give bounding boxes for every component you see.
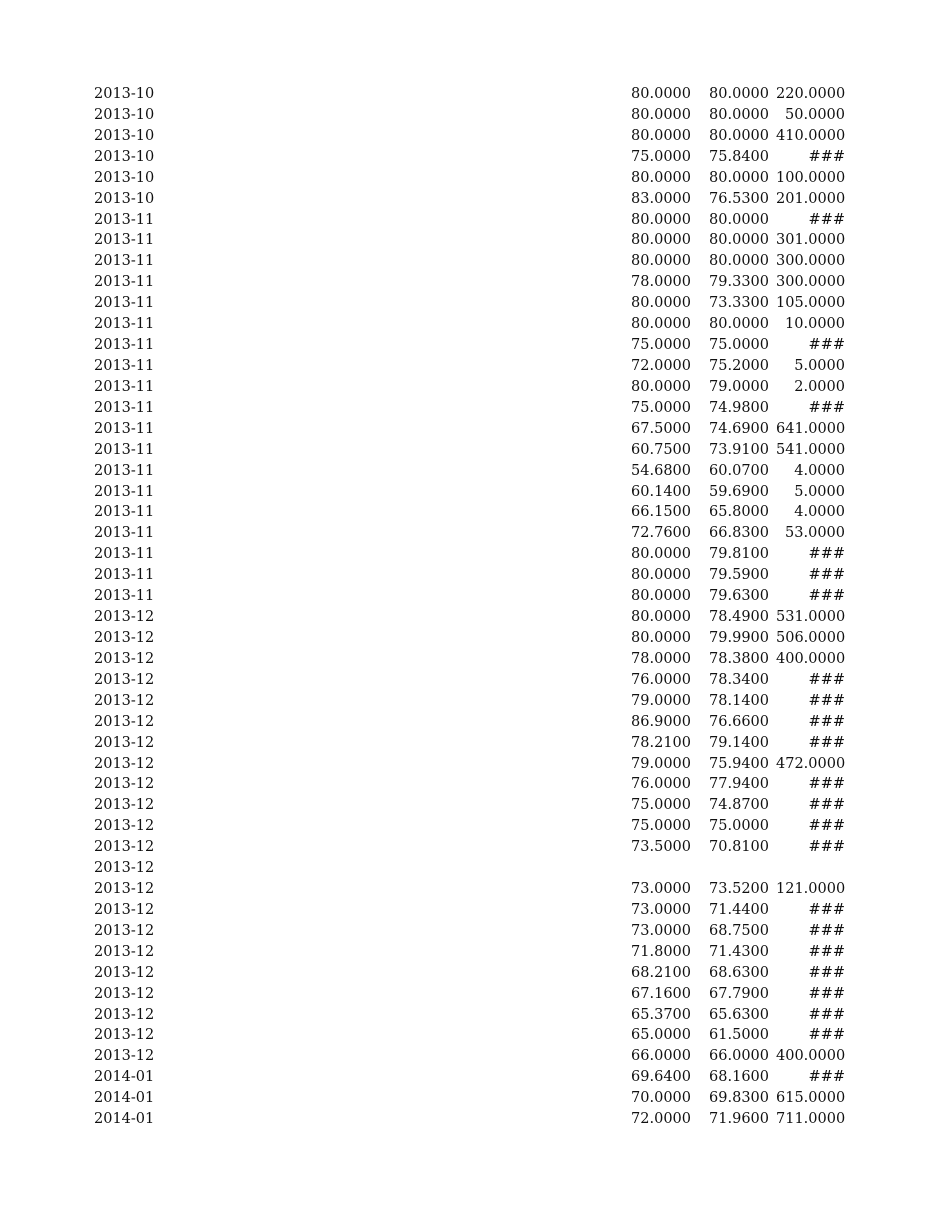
value-c-cell: 300.0000 xyxy=(776,274,846,291)
value-a-cell: 80.0000 xyxy=(631,169,691,186)
value-b-cell: 75.9400 xyxy=(709,755,769,772)
value-c-cell: ### xyxy=(808,211,845,228)
date-cell: 2013-11 xyxy=(94,441,155,458)
value-a-cell: 70.0000 xyxy=(631,1090,691,1107)
table-row xyxy=(0,251,950,272)
value-b-cell: 75.0000 xyxy=(709,818,769,835)
value-a-cell: 54.6800 xyxy=(631,462,691,479)
value-a-cell: 72.7600 xyxy=(631,525,691,542)
value-a-cell: 80.0000 xyxy=(631,295,691,312)
value-b-cell: 71.4300 xyxy=(709,943,769,960)
table-row xyxy=(0,670,950,691)
value-b-cell: 78.1400 xyxy=(709,692,769,709)
table-row xyxy=(0,189,950,210)
value-a-cell: 75.0000 xyxy=(631,818,691,835)
value-c-cell: 615.0000 xyxy=(776,1090,846,1107)
value-a-cell: 80.0000 xyxy=(631,546,691,563)
value-c-cell: ### xyxy=(808,692,845,709)
date-cell: 2013-12 xyxy=(94,755,155,772)
date-cell: 2013-11 xyxy=(94,211,155,228)
date-cell: 2014-01 xyxy=(94,1111,155,1128)
table-row xyxy=(0,712,950,733)
value-b-cell: 73.3300 xyxy=(709,295,769,312)
date-cell: 2013-12 xyxy=(94,776,155,793)
value-a-cell: 80.0000 xyxy=(631,86,691,102)
date-cell: 2013-12 xyxy=(94,797,155,814)
date-cell: 2013-12 xyxy=(94,629,155,646)
table-row xyxy=(0,230,950,251)
value-b-cell: 68.6300 xyxy=(709,964,769,981)
value-a-cell: 60.1400 xyxy=(631,483,691,500)
table-row xyxy=(0,523,950,544)
value-c-cell: 4.0000 xyxy=(794,504,845,521)
value-b-cell: 78.3800 xyxy=(709,650,769,667)
value-b-cell: 74.6900 xyxy=(709,420,769,437)
value-a-cell: 72.0000 xyxy=(631,1111,691,1128)
value-c-cell: ### xyxy=(808,818,845,835)
value-b-cell: 74.9800 xyxy=(709,399,769,416)
table-row xyxy=(0,482,950,503)
value-b-cell: 74.8700 xyxy=(709,797,769,814)
value-a-cell: 80.0000 xyxy=(631,232,691,249)
value-a-cell: 75.0000 xyxy=(631,337,691,354)
value-a-cell: 80.0000 xyxy=(631,127,691,144)
value-c-cell: ### xyxy=(808,1069,845,1086)
table-row xyxy=(0,921,950,942)
date-cell: 2013-11 xyxy=(94,504,155,521)
value-b-cell: 68.1600 xyxy=(709,1069,769,1086)
date-cell: 2014-01 xyxy=(94,1069,155,1086)
data-sheet xyxy=(0,84,950,1130)
value-a-cell: 73.0000 xyxy=(631,901,691,918)
value-c-cell: ### xyxy=(808,1027,845,1044)
value-c-cell: ### xyxy=(808,1006,845,1023)
value-c-cell: ### xyxy=(808,148,845,165)
value-c-cell: ### xyxy=(808,588,845,605)
date-cell: 2013-11 xyxy=(94,295,155,312)
table-row xyxy=(0,984,950,1005)
date-cell: 2013-11 xyxy=(94,399,155,416)
date-cell: 2013-12 xyxy=(94,818,155,835)
value-c-cell: 641.0000 xyxy=(776,420,846,437)
value-a-cell: 78.0000 xyxy=(631,274,691,291)
date-cell: 2013-10 xyxy=(94,106,155,123)
table-row xyxy=(0,84,950,105)
value-c-cell: ### xyxy=(808,901,845,918)
value-b-cell: 75.0000 xyxy=(709,337,769,354)
table-row xyxy=(0,879,950,900)
value-b-cell: 80.0000 xyxy=(709,211,769,228)
value-b-cell: 61.5000 xyxy=(709,1027,769,1044)
value-b-cell: 59.6900 xyxy=(709,483,769,500)
table-row xyxy=(0,210,950,231)
date-cell: 2013-11 xyxy=(94,420,155,437)
value-b-cell: 80.0000 xyxy=(709,253,769,270)
date-cell: 2013-12 xyxy=(94,734,155,751)
table-row xyxy=(0,754,950,775)
value-a-cell: 71.8000 xyxy=(631,943,691,960)
value-a-cell: 80.0000 xyxy=(631,253,691,270)
value-a-cell: 68.2100 xyxy=(631,964,691,981)
table-row xyxy=(0,461,950,482)
value-b-cell: 80.0000 xyxy=(709,86,769,102)
table-row xyxy=(0,440,950,461)
date-cell: 2013-12 xyxy=(94,1027,155,1044)
value-a-cell: 80.0000 xyxy=(631,106,691,123)
date-cell: 2013-12 xyxy=(94,985,155,1002)
date-cell: 2013-11 xyxy=(94,483,155,500)
value-c-cell: 105.0000 xyxy=(776,295,846,312)
date-cell: 2013-10 xyxy=(94,86,155,102)
table-row xyxy=(0,900,950,921)
value-b-cell: 73.9100 xyxy=(709,441,769,458)
date-cell: 2013-12 xyxy=(94,713,155,730)
date-cell: 2013-12 xyxy=(94,650,155,667)
table-row xyxy=(0,628,950,649)
value-c-cell: 10.0000 xyxy=(785,316,845,333)
value-a-cell: 80.0000 xyxy=(631,211,691,228)
value-b-cell: 76.6600 xyxy=(709,713,769,730)
value-b-cell: 79.5900 xyxy=(709,567,769,584)
table-row xyxy=(0,837,950,858)
value-b-cell: 73.5200 xyxy=(709,881,769,898)
value-a-cell: 67.1600 xyxy=(631,985,691,1002)
table-row xyxy=(0,502,950,523)
table-row xyxy=(0,1025,950,1046)
value-c-cell: 400.0000 xyxy=(776,650,846,667)
table-row xyxy=(0,356,950,377)
date-cell: 2013-11 xyxy=(94,567,155,584)
date-cell: 2014-01 xyxy=(94,1090,155,1107)
value-a-cell: 75.0000 xyxy=(631,797,691,814)
date-cell: 2013-11 xyxy=(94,316,155,333)
value-a-cell: 66.1500 xyxy=(631,504,691,521)
date-cell: 2013-10 xyxy=(94,148,155,165)
value-c-cell: ### xyxy=(808,797,845,814)
date-cell: 2013-11 xyxy=(94,378,155,395)
value-b-cell: 77.9400 xyxy=(709,776,769,793)
table-row xyxy=(0,942,950,963)
value-c-cell: 410.0000 xyxy=(776,127,846,144)
value-a-cell: 73.0000 xyxy=(631,922,691,939)
table-row xyxy=(0,398,950,419)
value-a-cell: 78.2100 xyxy=(631,734,691,751)
value-a-cell: 80.0000 xyxy=(631,629,691,646)
value-c-cell: ### xyxy=(808,943,845,960)
date-cell: 2013-11 xyxy=(94,546,155,563)
date-cell: 2013-12 xyxy=(94,839,155,856)
table-row xyxy=(0,168,950,189)
value-a-cell: 86.9000 xyxy=(631,713,691,730)
value-c-cell: ### xyxy=(808,713,845,730)
date-cell: 2013-11 xyxy=(94,588,155,605)
value-c-cell: 121.0000 xyxy=(776,881,846,898)
value-c-cell: 531.0000 xyxy=(776,609,846,626)
value-b-cell: 78.4900 xyxy=(709,609,769,626)
value-c-cell: 301.0000 xyxy=(776,232,846,249)
value-c-cell: ### xyxy=(808,671,845,688)
value-a-cell: 83.0000 xyxy=(631,190,691,207)
table-row xyxy=(0,1109,950,1130)
date-cell: 2013-12 xyxy=(94,1006,155,1023)
date-cell: 2013-11 xyxy=(94,462,155,479)
value-c-cell: 220.0000 xyxy=(776,86,846,102)
value-a-cell: 60.7500 xyxy=(631,441,691,458)
value-b-cell: 80.0000 xyxy=(709,106,769,123)
date-cell: 2013-11 xyxy=(94,253,155,270)
value-c-cell: 50.0000 xyxy=(785,106,845,123)
table-row xyxy=(0,963,950,984)
table-row xyxy=(0,607,950,628)
value-b-cell: 76.5300 xyxy=(709,190,769,207)
table-row xyxy=(0,1067,950,1088)
value-b-cell: 66.0000 xyxy=(709,1048,769,1065)
value-c-cell: ### xyxy=(808,922,845,939)
value-b-cell: 80.0000 xyxy=(709,127,769,144)
value-a-cell: 80.0000 xyxy=(631,588,691,605)
value-a-cell: 73.5000 xyxy=(631,839,691,856)
date-cell: 2013-10 xyxy=(94,190,155,207)
value-c-cell: 4.0000 xyxy=(794,462,845,479)
value-b-cell: 70.8100 xyxy=(709,839,769,856)
value-b-cell: 80.0000 xyxy=(709,316,769,333)
table-row xyxy=(0,147,950,168)
table-row xyxy=(0,1046,950,1067)
value-a-cell: 79.0000 xyxy=(631,755,691,772)
value-b-cell: 71.9600 xyxy=(709,1111,769,1128)
value-a-cell: 69.6400 xyxy=(631,1069,691,1086)
date-cell: 2013-12 xyxy=(94,860,155,877)
date-cell: 2013-12 xyxy=(94,881,155,898)
value-b-cell: 68.7500 xyxy=(709,922,769,939)
table-row xyxy=(0,377,950,398)
value-a-cell: 67.5000 xyxy=(631,420,691,437)
value-a-cell: 80.0000 xyxy=(631,378,691,395)
table-row xyxy=(0,733,950,754)
date-cell: 2013-12 xyxy=(94,609,155,626)
table-row xyxy=(0,586,950,607)
value-c-cell: ### xyxy=(808,567,845,584)
value-a-cell: 79.0000 xyxy=(631,692,691,709)
value-c-cell: ### xyxy=(808,337,845,354)
value-c-cell: ### xyxy=(808,985,845,1002)
value-a-cell: 80.0000 xyxy=(631,609,691,626)
table-row xyxy=(0,691,950,712)
date-cell: 2013-11 xyxy=(94,232,155,249)
value-a-cell: 72.0000 xyxy=(631,357,691,374)
table-row xyxy=(0,816,950,837)
table-row xyxy=(0,419,950,440)
table-row xyxy=(0,858,950,879)
value-c-cell: 711.0000 xyxy=(776,1111,846,1128)
table-row xyxy=(0,126,950,147)
date-cell: 2013-12 xyxy=(94,922,155,939)
date-cell: 2013-12 xyxy=(94,964,155,981)
value-c-cell: 506.0000 xyxy=(776,629,846,646)
value-b-cell: 65.6300 xyxy=(709,1006,769,1023)
value-a-cell: 76.0000 xyxy=(631,671,691,688)
value-c-cell: 472.0000 xyxy=(776,755,846,772)
value-c-cell: ### xyxy=(808,776,845,793)
value-a-cell: 78.0000 xyxy=(631,650,691,667)
value-b-cell: 79.0000 xyxy=(709,378,769,395)
value-b-cell: 71.4400 xyxy=(709,901,769,918)
date-cell: 2013-12 xyxy=(94,671,155,688)
table-row xyxy=(0,795,950,816)
value-c-cell: 300.0000 xyxy=(776,253,846,270)
table-row xyxy=(0,272,950,293)
value-b-cell: 79.3300 xyxy=(709,274,769,291)
value-a-cell xyxy=(600,858,691,879)
value-a-cell: 66.0000 xyxy=(631,1048,691,1065)
value-b-cell: 79.6300 xyxy=(709,588,769,605)
value-b-cell: 78.3400 xyxy=(709,671,769,688)
value-c-cell: ### xyxy=(808,734,845,751)
value-a-cell: 65.0000 xyxy=(631,1027,691,1044)
date-cell: 2013-11 xyxy=(94,525,155,542)
value-a-cell: 75.0000 xyxy=(631,148,691,165)
value-b-cell: 69.8300 xyxy=(709,1090,769,1107)
table-row xyxy=(0,544,950,565)
value-b-cell: 75.2000 xyxy=(709,357,769,374)
date-cell: 2013-12 xyxy=(94,901,155,918)
value-b-cell: 80.0000 xyxy=(709,232,769,249)
table-row xyxy=(0,105,950,126)
value-c-cell: 541.0000 xyxy=(776,441,846,458)
value-c-cell: 100.0000 xyxy=(776,169,846,186)
value-b-cell: 79.1400 xyxy=(709,734,769,751)
value-c-cell: ### xyxy=(808,964,845,981)
table-row xyxy=(0,1088,950,1109)
value-c-cell: 5.0000 xyxy=(794,483,845,500)
value-c-cell: 5.0000 xyxy=(794,357,845,374)
table-row xyxy=(0,293,950,314)
value-a-cell: 75.0000 xyxy=(631,399,691,416)
table-row xyxy=(0,565,950,586)
value-a-cell: 80.0000 xyxy=(631,316,691,333)
value-b-cell: 65.8000 xyxy=(709,504,769,521)
table-row xyxy=(0,649,950,670)
value-c-cell xyxy=(776,858,845,879)
date-cell: 2013-11 xyxy=(94,274,155,291)
value-b-cell: 79.9900 xyxy=(709,629,769,646)
date-cell: 2013-12 xyxy=(94,943,155,960)
date-cell: 2013-12 xyxy=(94,1048,155,1065)
date-cell: 2013-12 xyxy=(94,692,155,709)
value-b-cell: 66.8300 xyxy=(709,525,769,542)
table-row xyxy=(0,774,950,795)
value-c-cell: 2.0000 xyxy=(794,378,845,395)
value-b-cell: 67.7900 xyxy=(709,985,769,1002)
value-b-cell: 75.8400 xyxy=(709,148,769,165)
date-cell: 2013-10 xyxy=(94,169,155,186)
date-cell: 2013-10 xyxy=(94,127,155,144)
value-c-cell: 53.0000 xyxy=(785,525,845,542)
value-a-cell: 73.0000 xyxy=(631,881,691,898)
table-row xyxy=(0,335,950,356)
value-b-cell: 80.0000 xyxy=(709,169,769,186)
table-row xyxy=(0,1005,950,1026)
table-row xyxy=(0,314,950,335)
value-c-cell: 201.0000 xyxy=(776,190,846,207)
value-b-cell xyxy=(700,858,769,879)
value-c-cell: 400.0000 xyxy=(776,1048,846,1065)
date-cell: 2013-11 xyxy=(94,337,155,354)
value-a-cell: 80.0000 xyxy=(631,567,691,584)
value-c-cell: ### xyxy=(808,839,845,856)
value-c-cell: ### xyxy=(808,399,845,416)
value-a-cell: 76.0000 xyxy=(631,776,691,793)
value-c-cell: ### xyxy=(808,546,845,563)
value-b-cell: 60.0700 xyxy=(709,462,769,479)
date-cell: 2013-11 xyxy=(94,357,155,374)
value-b-cell: 79.8100 xyxy=(709,546,769,563)
value-a-cell: 65.3700 xyxy=(631,1006,691,1023)
